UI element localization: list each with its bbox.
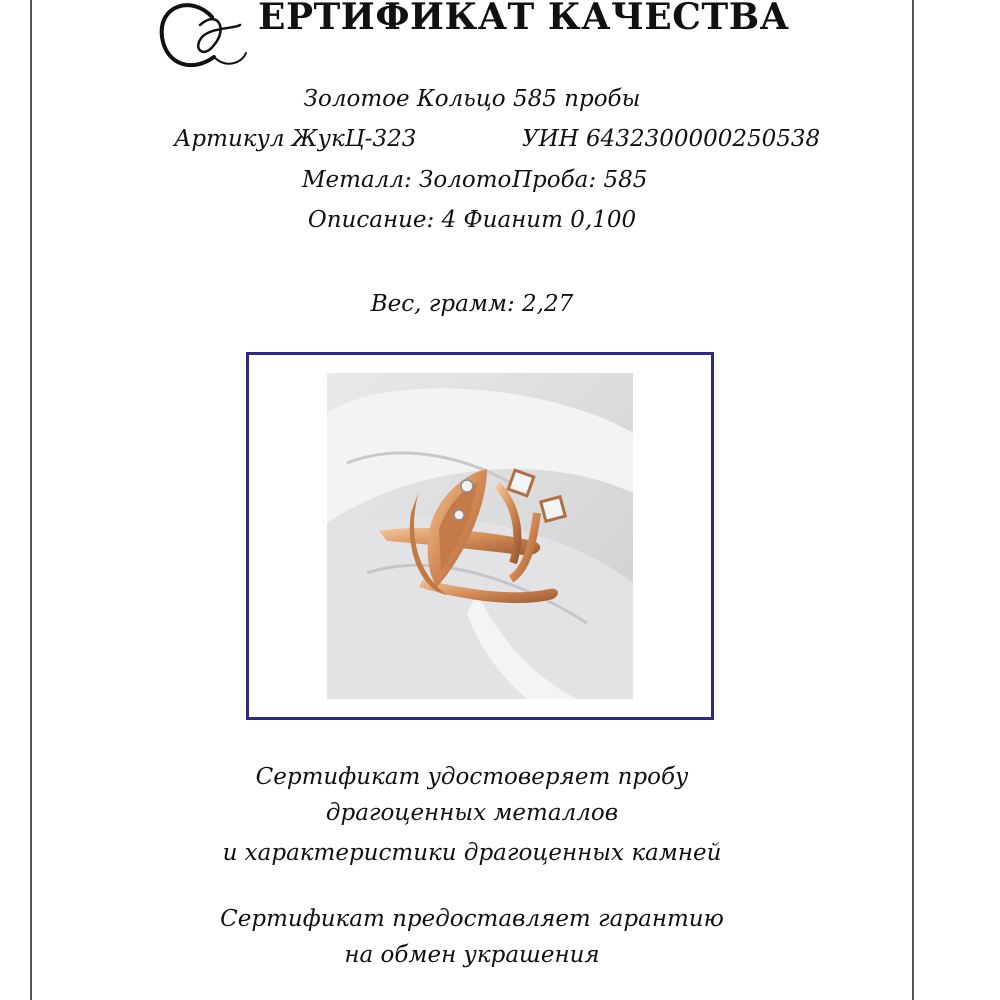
uin-number: УИН 6432300000250538 [522,126,821,152]
footer-line-1: Сертификат удостоверяет пробу [255,764,689,790]
probe-label: Проба: 585 [512,167,648,193]
footer-line-5: на обмен украшения [344,942,600,968]
monogram-c-logo [130,0,270,85]
certificate-title: ЕРТИФИКАТ КАЧЕСТВА [258,0,790,38]
footer-line-2: драгоценных металлов [325,800,619,826]
ring-photo [327,373,633,699]
description-label: Описание: 4 Фианит 0,100 [307,207,637,233]
weight-label: Вес, грамм: 2,27 [370,291,574,317]
article-number: Артикул ЖукЦ-323 [174,126,417,152]
photo-frame [246,352,714,720]
metal-label: Металл: Золото [302,167,512,193]
footer-line-3: и характеристики драгоценных камней [222,840,722,866]
product-name: Золотое Кольцо 585 пробы [303,86,641,112]
footer-line-4: Сертификат предоставляет гарантию [220,906,724,932]
